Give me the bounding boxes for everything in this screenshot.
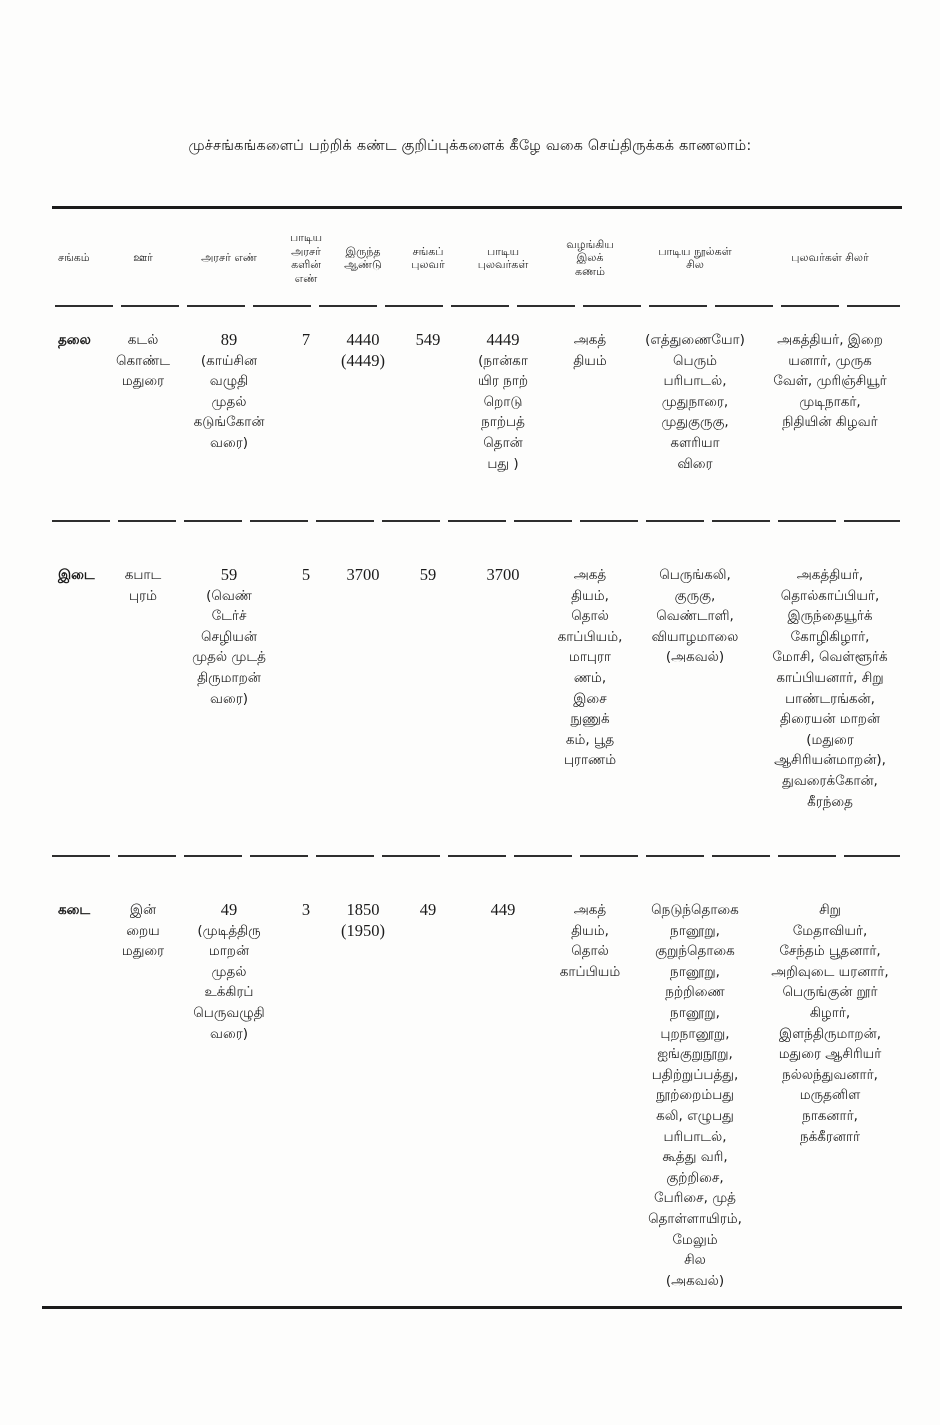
- sanga-pulavar-column-cell: [394, 330, 462, 351]
- cell-line: கணம்: [575, 264, 605, 278]
- cell-line: கடல்: [127, 332, 159, 348]
- cell-line: வரை): [210, 434, 248, 451]
- arasar-en-column-cell: [178, 330, 280, 454]
- cell-line: சில: [684, 1252, 706, 1269]
- cell-line: வரை): [210, 690, 248, 707]
- cell-line: றைய: [126, 922, 160, 939]
- cell-line: (1950): [341, 920, 385, 940]
- cell-line: முதல் முடத்: [192, 649, 266, 666]
- cell-line: தியம்: [573, 352, 607, 369]
- cell-line: கபாட: [124, 567, 162, 583]
- cell-line: காப்பியம்: [559, 963, 621, 980]
- cell-line: (நான்கா: [478, 352, 528, 369]
- padiya-pulavargal-column-cell: [462, 330, 544, 474]
- cell-line: அரசர்: [291, 244, 321, 258]
- noolgal-column-cell: [636, 330, 754, 474]
- cell-line: 59: [220, 565, 238, 584]
- cell-line: செழியன்: [201, 628, 257, 645]
- cell-line: புரம்: [129, 587, 157, 604]
- cell-line: மாபுரா: [569, 649, 611, 666]
- cell-line: மருதனிள: [799, 1087, 861, 1104]
- row-divider: [52, 855, 900, 857]
- cell-line: சங்கப்: [412, 244, 444, 258]
- cell-line: அரசர் எண்: [201, 251, 257, 265]
- cell-line: தொள்ளாயிரம்,: [648, 1210, 742, 1227]
- table-top-rule: [52, 206, 902, 209]
- cell-line: 4449: [486, 330, 520, 349]
- cell-line: 449: [490, 900, 516, 919]
- sangam-column-cell: [52, 330, 108, 351]
- header-divider: [55, 305, 900, 307]
- cell-line: (4449): [341, 350, 385, 370]
- cell-line: குருகு,: [674, 587, 716, 604]
- cell-line: 7: [301, 330, 311, 349]
- padiya-pulavargal-column-cell: [462, 900, 544, 921]
- cell-line: நானூறு,: [670, 1004, 720, 1021]
- padiya-pulavargal-column-cell: [462, 565, 544, 586]
- cell-line: குறுந்தொகை: [655, 943, 735, 960]
- cell-line: பெருங்குன் றூர்: [782, 984, 878, 1001]
- irundha-aandu-column-cell: [332, 218, 394, 298]
- cell-line: பாண்டரங்கன்,: [785, 690, 875, 707]
- cell-line: (வெண்: [206, 587, 252, 604]
- cell-line: தியம்,: [571, 922, 609, 939]
- irundha-aandu-column-cell: [332, 900, 394, 941]
- oor-column-cell: [108, 330, 178, 392]
- cell-line: 49: [220, 900, 238, 919]
- sanga-pulavar-column-cell: [394, 565, 462, 586]
- cell-line: நாகனார்,: [802, 1107, 858, 1124]
- cell-line: நுணுக்: [570, 711, 610, 728]
- arasar-en-column-cell: [178, 218, 280, 298]
- arasar-en-column-cell: [178, 900, 280, 1044]
- cell-line: வியாழமாலை: [651, 628, 739, 645]
- cell-line: இலக்: [576, 251, 604, 265]
- cell-line: டேர்ச்: [211, 608, 247, 625]
- padiya-arasar-column-cell: [280, 218, 332, 298]
- cell-line: அகத்: [573, 332, 607, 348]
- cell-line: 1850: [346, 900, 380, 919]
- cell-line: நற்றிணை: [665, 984, 725, 1001]
- page-title: முச்சங்கங்களைப் பற்றிக் கண்ட குறிப்புக்களைக் கீழே வகை செய்திருக்கக் காணலாம்:: [188, 138, 752, 154]
- pulavargal-silar-column-cell: [754, 218, 906, 298]
- oor-column-cell: [108, 218, 178, 298]
- cell-line: (முடித்திரு: [197, 922, 261, 939]
- cell-line: புறநானூறு,: [660, 1025, 730, 1042]
- cell-line: களரியா: [670, 434, 720, 451]
- cell-line: (மதுரை: [806, 731, 854, 748]
- cell-line: பெருவழுதி: [193, 1004, 265, 1021]
- cell-line: தலை: [58, 332, 91, 348]
- ilakkanam-column-cell: [544, 565, 636, 771]
- cell-line: இடை: [58, 567, 95, 583]
- cell-line: மாறன்: [208, 943, 250, 960]
- cell-line: பாடிய நூல்கள்: [658, 244, 732, 258]
- cell-line: 3: [301, 900, 311, 919]
- cell-line: வழுதி: [209, 373, 249, 390]
- cell-line: கலி, எழுபது: [656, 1107, 734, 1124]
- cell-line: இசை: [573, 690, 607, 707]
- cell-line: புலவர்கள்: [477, 258, 529, 271]
- cell-line: சேந்தம் பூதனார்,: [779, 943, 881, 960]
- cell-line: 89: [220, 330, 238, 349]
- cell-line: பதிற்றுப்பத்து,: [651, 1066, 739, 1083]
- cell-line: கடுங்கோன்: [193, 414, 265, 431]
- cell-line: கூத்து வரி,: [662, 1149, 728, 1166]
- pulavargal-silar-column-cell: [754, 900, 906, 1147]
- cell-line: புலவர்: [411, 258, 445, 271]
- cell-line: திரையன் மாறன்: [780, 711, 880, 728]
- pulavargal-silar-column-cell: [754, 565, 906, 812]
- padiya-pulavargal-column-cell: [462, 218, 544, 298]
- cell-line: களின்: [291, 258, 321, 271]
- table-bottom-rule: [42, 1306, 902, 1309]
- cell-line: அகத்தியர், இறை: [777, 332, 883, 348]
- cell-line: புலவர்கள் சிலர்: [791, 251, 869, 265]
- padiya-arasar-column-cell: [280, 330, 332, 351]
- cell-line: விரை: [677, 455, 713, 472]
- cell-line: சில: [686, 258, 704, 271]
- cell-line: பாடிய: [486, 244, 520, 258]
- sanga-pulavar-column-cell: [394, 900, 462, 921]
- ilakkanam-column-cell: [544, 330, 636, 371]
- cell-line: மதுரை: [121, 943, 165, 960]
- cell-line: அகத்: [573, 902, 607, 918]
- cell-line: மதுரை: [121, 373, 165, 390]
- cell-line: 3700: [346, 565, 380, 584]
- cell-line: பாடிய: [289, 231, 323, 244]
- cell-line: நக்கீரனார்: [799, 1128, 861, 1145]
- cell-line: நானூறு,: [670, 963, 720, 980]
- cell-line: பெருங்கலி,: [659, 567, 731, 583]
- noolgal-column-cell: [636, 565, 754, 668]
- cell-line: ஆண்டு: [344, 258, 382, 271]
- cell-line: பேரிசை, முத்: [654, 1190, 736, 1207]
- cell-line: பரிபாடல்,: [663, 373, 727, 390]
- cell-line: ஆசிரியன்மாறன்),: [774, 752, 886, 769]
- cell-line: அறிவுடை யரனார்,: [771, 963, 889, 980]
- cell-line: இருந்த: [345, 244, 381, 258]
- cell-line: முதல்: [211, 393, 247, 410]
- sangam-column-cell: [52, 565, 108, 586]
- cell-line: சிறு: [819, 902, 841, 918]
- cell-line: முடிநாகர்,: [799, 393, 861, 410]
- cell-line: காப்பியம்,: [557, 628, 623, 645]
- cell-line: சங்கம்: [58, 251, 90, 265]
- cell-line: மேதாவியர்,: [792, 922, 868, 939]
- sanga-pulavar-column-cell: [394, 218, 462, 298]
- cell-line: இருந்தையூர்க்: [787, 608, 873, 625]
- cell-line: இளந்திருமாறன்,: [778, 1025, 882, 1042]
- cell-line: மேலும்: [672, 1231, 718, 1248]
- cell-line: தொன்: [483, 434, 523, 451]
- cell-line: எண்: [294, 271, 318, 285]
- cell-line: அகத்: [573, 567, 607, 583]
- cell-line: வெண்டாளி,: [656, 608, 734, 625]
- cell-line: 3700: [486, 565, 520, 584]
- cell-line: பது ): [487, 455, 519, 472]
- irundha-aandu-column-cell: [332, 330, 394, 371]
- cell-line: குற்றிசை,: [666, 1169, 724, 1186]
- cell-line: தொல்: [571, 943, 609, 960]
- cell-line: ஐங்குறுநூறு,: [657, 1046, 733, 1063]
- cell-line: 49: [419, 900, 437, 919]
- cell-line: (அகவல்): [665, 649, 725, 666]
- cell-line: மோசி, வெள்ளூர்க்: [772, 649, 888, 666]
- cell-line: தொல்: [571, 608, 609, 625]
- cell-line: உக்கிரப்: [204, 984, 254, 1001]
- oor-column-cell: [108, 900, 178, 962]
- ilakkanam-column-cell: [544, 900, 636, 982]
- cell-line: கொண்ட: [115, 352, 171, 369]
- cell-line: நாற்பத்: [481, 414, 525, 431]
- ilakkanam-column-cell: [544, 218, 636, 298]
- cell-line: (எத்துணையோ): [645, 332, 745, 348]
- irundha-aandu-column-cell: [332, 565, 394, 586]
- cell-line: நிதியின் கிழவர்: [782, 414, 878, 431]
- cell-line: கடை: [58, 902, 91, 918]
- oor-column-cell: [108, 565, 178, 606]
- cell-line: அகத்தியர்,: [796, 567, 864, 583]
- cell-line: ணம்,: [573, 669, 607, 686]
- cell-line: நூற்றைம்பது: [656, 1087, 734, 1104]
- cell-line: 59: [419, 565, 437, 584]
- cell-line: கோழிகிழார்,: [790, 628, 870, 645]
- cell-line: (காய்சின: [200, 352, 258, 369]
- arasar-en-column-cell: [178, 565, 280, 709]
- cell-line: நல்லந்துவனார்,: [782, 1066, 878, 1083]
- cell-line: நானூறு,: [670, 922, 720, 939]
- cell-line: யனார், முருக: [788, 352, 872, 369]
- cell-line: வழங்கிய: [566, 237, 614, 251]
- cell-line: வரை): [210, 1025, 248, 1042]
- cell-line: ஊர்: [133, 251, 153, 265]
- noolgal-column-cell: [636, 218, 754, 298]
- sangam-column-cell: [52, 900, 108, 921]
- cell-line: கிழார்,: [809, 1004, 851, 1021]
- cell-line: நெடுந்தொகை: [651, 902, 739, 918]
- row-divider: [52, 520, 900, 522]
- cell-line: திருமாறன்: [197, 669, 261, 686]
- cell-line: தியம்,: [571, 587, 609, 604]
- cell-line: புராணம்: [563, 752, 617, 769]
- cell-line: 549: [415, 330, 441, 349]
- cell-line: தொல்காப்பியர்,: [780, 587, 880, 604]
- cell-line: மதுரை ஆசிரியர்: [778, 1046, 882, 1063]
- cell-line: துவரைக்கோன்,: [782, 772, 878, 789]
- cell-line: வேள், முரிஞ்சியூர்: [773, 373, 887, 390]
- cell-line: காப்பியனார், சிறு: [776, 669, 884, 686]
- cell-line: கீரந்தை: [807, 793, 853, 810]
- cell-line: முதுகுருகு,: [661, 414, 729, 431]
- padiya-arasar-column-cell: [280, 565, 332, 586]
- cell-line: யிர நாற்: [477, 373, 529, 390]
- cell-line: முதுநாரை,: [661, 393, 729, 410]
- sangam-column-cell: [52, 218, 108, 298]
- cell-line: கம், பூத: [565, 731, 615, 748]
- cell-line: 4440: [346, 330, 380, 349]
- cell-line: முதல்: [211, 963, 247, 980]
- padiya-arasar-column-cell: [280, 900, 332, 921]
- cell-line: பெரும்: [673, 352, 717, 369]
- pulavargal-silar-column-cell: [754, 330, 906, 433]
- cell-line: (அகவல்): [665, 1272, 725, 1289]
- cell-line: பரிபாடல்,: [663, 1128, 727, 1145]
- noolgal-column-cell: [636, 900, 754, 1291]
- cell-line: இன்: [129, 902, 157, 918]
- cell-line: றொடு: [483, 393, 523, 410]
- cell-line: 5: [301, 565, 311, 584]
